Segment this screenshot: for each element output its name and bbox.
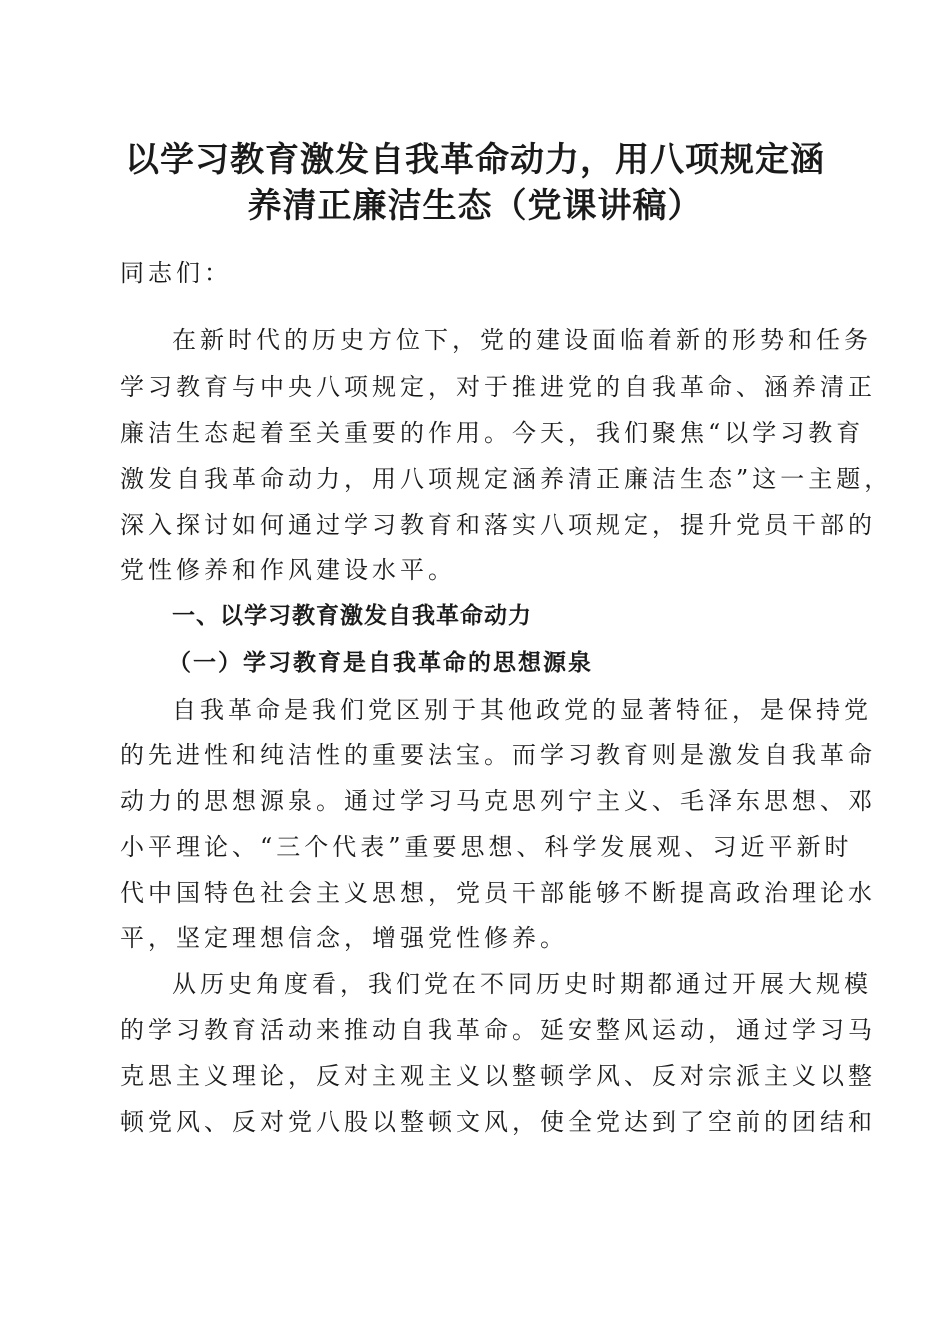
para-1-line-1: 自我革命是我们党区别于其他政党的显著特征，是保持党 bbox=[172, 696, 872, 724]
subsection-1-heading: （一）学习教育是自我革命的思想源泉 bbox=[168, 649, 593, 676]
intro-line-3: 廉洁生态起着至关重要的作用。今天，我们聚焦“以学习教育 bbox=[120, 419, 865, 447]
para-2-line-4: 顿党风、反对党八股以整顿文风，使全党达到了空前的团结和 bbox=[120, 1108, 876, 1136]
para-2-line-3: 克思主义理论，反对主观主义以整顿学风、反对宗派主义以整 bbox=[120, 1062, 876, 1090]
intro-line-2: 学习教育与中央八项规定，对于推进党的自我革命、涵养清正 bbox=[120, 373, 876, 401]
para-1-line-2: 的先进性和纯洁性的重要法宝。而学习教育则是激发自我革命 bbox=[120, 741, 876, 769]
intro-line-4: 激发自我革命动力，用八项规定涵养清正廉洁生态”这一主题， bbox=[120, 465, 893, 493]
document-title-line-1: 以学习教育激发自我革命动力，用八项规定涵 bbox=[125, 140, 825, 180]
section-1-heading: 一、以学习教育激发自我革命动力 bbox=[172, 603, 532, 629]
para-1-line-5: 代中国特色社会主义思想，党员干部能够不断提高政治理论水 bbox=[120, 879, 876, 907]
para-2-line-1: 从历史角度看，我们党在不同历史时期都通过开展大规模 bbox=[172, 970, 872, 998]
intro-line-1: 在新时代的历史方位下，党的建设面临着新的形势和任务 bbox=[172, 326, 872, 354]
para-1-line-4: 小平理论、“三个代表”重要思想、科学发展观、习近平新时 bbox=[120, 833, 853, 861]
para-2-line-2: 的学习教育活动来推动自我革命。延安整风运动，通过学习马 bbox=[120, 1016, 876, 1044]
intro-line-5: 深入探讨如何通过学习教育和落实八项规定，提升党员干部的 bbox=[120, 511, 876, 539]
document-title-line-2: 养清正廉洁生态（党课讲稿） bbox=[247, 186, 703, 226]
salutation: 同志们： bbox=[120, 259, 232, 287]
intro-line-6: 党性修养和作风建设水平。 bbox=[120, 556, 456, 584]
para-1-line-3: 动力的思想源泉。通过学习马克思列宁主义、毛泽东思想、邓 bbox=[120, 787, 876, 815]
para-1-line-6: 平，坚定理想信念，增强党性修养。 bbox=[120, 924, 568, 952]
